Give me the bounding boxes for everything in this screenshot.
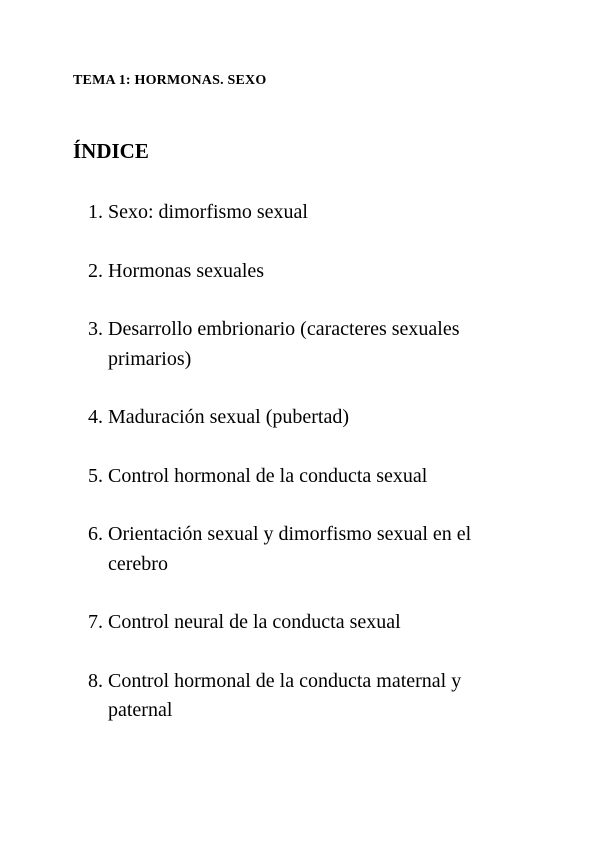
toc-item-text: Control hormonal de la conducta maternal y paternal: [108, 669, 462, 721]
toc-item-8: [88, 667, 528, 726]
toc-item-number: 2.: [88, 259, 103, 282]
toc-item-6: [88, 520, 528, 579]
toc-item-5: [88, 462, 528, 492]
toc-item-text: Maduración sexual (pubertad): [108, 406, 350, 428]
toc-item-text: Orientación sexual y dimorfismo sexual en el cerebro: [108, 523, 472, 575]
toc-item-number: 7.: [88, 611, 103, 633]
toc-item-2: [88, 257, 528, 287]
toc-item-text: Desarrollo embrionario (caracteres sexuales primarios): [108, 318, 460, 370]
toc-item-number: 1.: [88, 201, 103, 223]
table-of-contents: [88, 198, 528, 755]
toc-item-4: [88, 403, 528, 433]
toc-item-text: Control neural de la conducta sexual: [108, 611, 401, 633]
toc-item-number: 6.: [88, 523, 103, 545]
index-heading: ÍNDICE: [73, 139, 149, 163]
toc-item-number: 8.: [88, 669, 103, 692]
toc-item-number: 5.: [88, 464, 103, 487]
toc-item-3: [88, 315, 528, 374]
toc-item-7: [88, 608, 528, 638]
toc-item-text: Sexo: dimorfismo sexual: [108, 201, 308, 223]
toc-item-text: Control hormonal de la conducta sexual: [108, 464, 428, 487]
toc-item-number: 4.: [88, 406, 103, 428]
toc-item-text: Hormonas sexuales: [108, 259, 265, 282]
toc-item-1: [88, 198, 528, 228]
document-header: TEMA 1: HORMONAS. SEXO: [73, 73, 267, 88]
toc-item-number: 3.: [88, 318, 103, 340]
